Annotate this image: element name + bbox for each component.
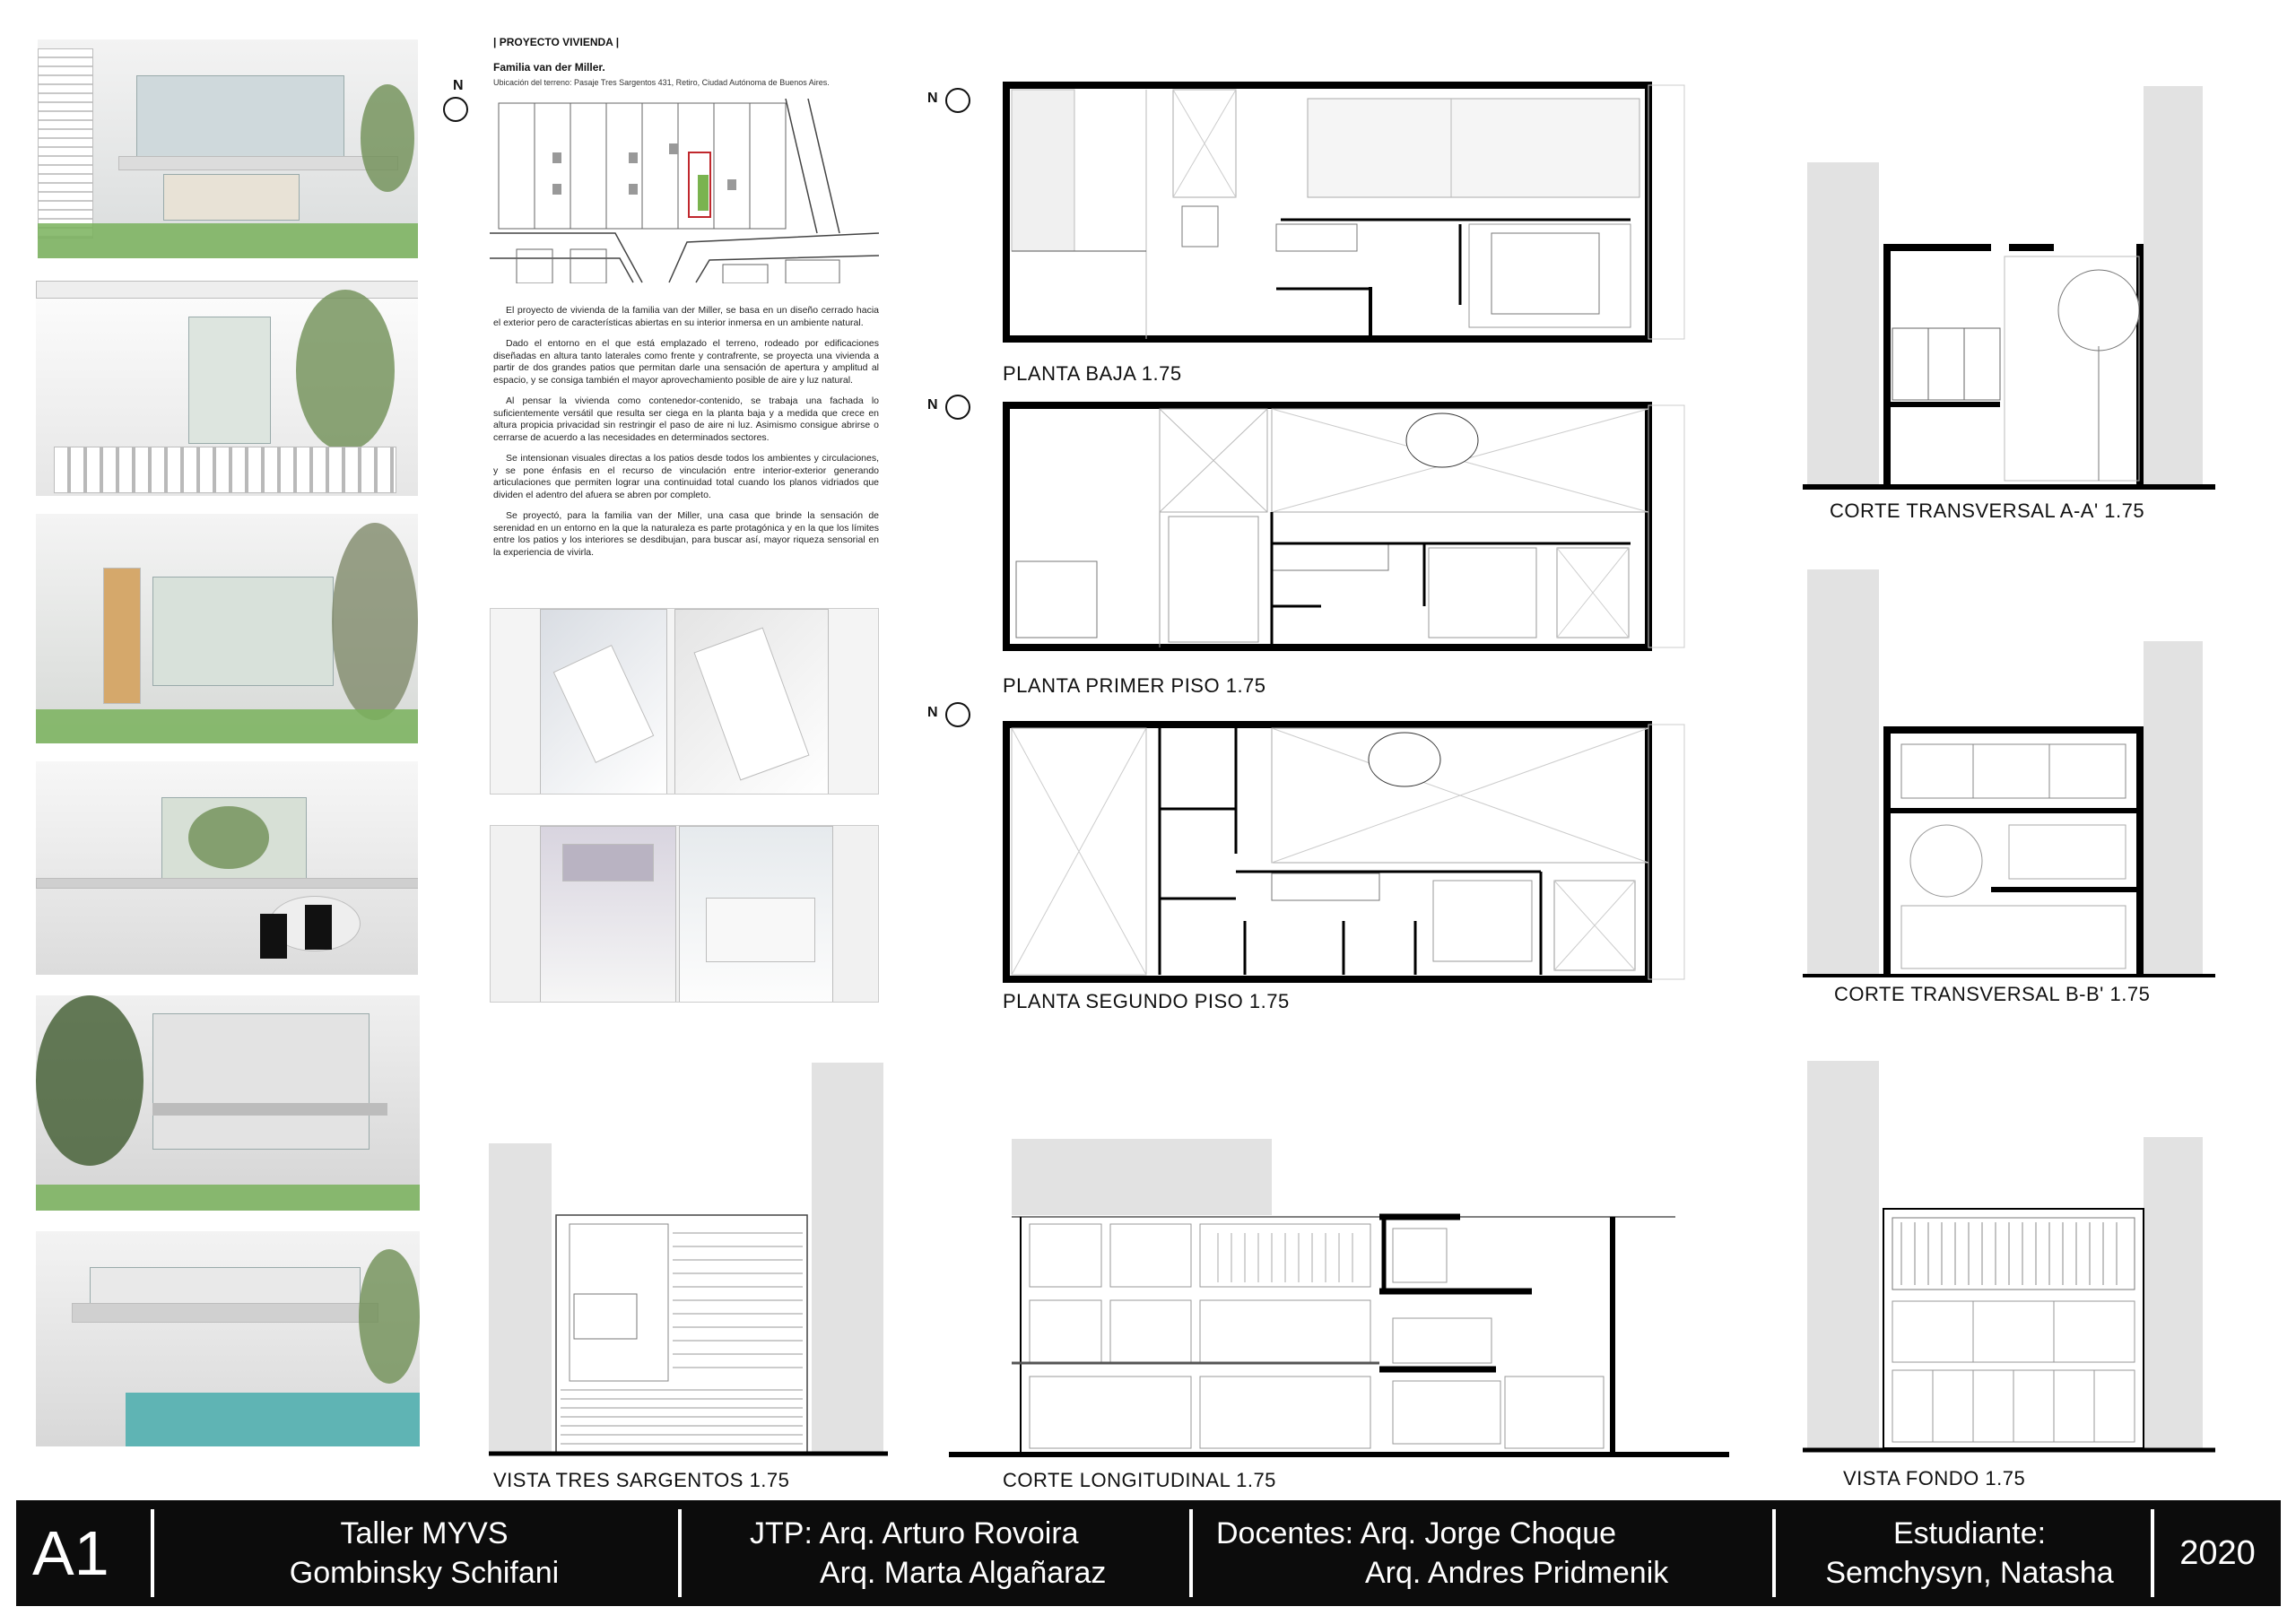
vista-tres-sargentos-title: VISTA TRES SARGENTOS 1.75	[493, 1469, 790, 1491]
family-name: Familia van der Miller.	[493, 61, 605, 74]
jtp-line-1: JTP: Arq. Arturo Rovoira	[750, 1516, 1079, 1550]
render-pool	[36, 1231, 420, 1446]
north-arrow-icon	[443, 97, 468, 122]
section-corte-bb	[1803, 565, 2215, 977]
divider	[151, 1509, 154, 1597]
planta-segundo-piso-title: PLANTA SEGUNDO PISO 1.75	[1003, 990, 1290, 1012]
description-paragraph: Se proyectó, para la familia van der Miller, una casa que brinde la sensación de serenidad en un entorno en la que la naturaleza es parte protagónica y en la que los límites entre los patios y los interiores se desdibujan, para buscar así, mayor riqueza sensorial en la experiencia de vivirla.	[493, 510, 879, 558]
taller-name: Taller MYVS	[340, 1516, 509, 1550]
model-photo-top	[490, 608, 879, 795]
plan-planta-segundo-piso	[1003, 719, 1702, 988]
north-arrow-icon	[945, 702, 970, 727]
divider	[678, 1509, 682, 1597]
description-paragraph: Dado el entorno en el que está emplazado el terreno, rodeado por edificaciones diseñadas en altura tanto laterales como frente y contrafrente, se proyecta una vivienda a partir de dos grandes patios que permitan darle una sensación de apertura y amplitud al espacio, y se consiga también el mayor aprovechamiento posible de aire y luz natural.	[493, 338, 879, 386]
section-corte-longitudinal	[949, 1139, 1729, 1462]
vista-fondo-title: VISTA FONDO 1.75	[1843, 1467, 2026, 1489]
north-label: N	[927, 91, 938, 106]
section-corte-aa	[1803, 86, 2215, 499]
year	[2154, 1500, 2281, 1606]
north-label: N	[453, 78, 464, 93]
taller-professors: Gombinsky Schifani	[289, 1556, 560, 1590]
docentes-line-1: Docentes: Arq. Jorge Choque	[1216, 1516, 1617, 1550]
sheet-number-text: A1	[32, 1518, 109, 1588]
description-paragraph: El proyecto de vivienda de la familia van der Miller, se basa en un diseño cerrado hacia el exterior pero de características abiertas en su interior inmersa en un ambiente natural.	[493, 305, 879, 328]
project-heading: | PROYECTO VIVIENDA |	[493, 36, 620, 48]
divider	[1189, 1509, 1193, 1597]
north-label: N	[927, 397, 938, 413]
render-upper-terrace	[36, 761, 418, 975]
north-label: N	[927, 705, 938, 720]
taller-info	[160, 1500, 689, 1606]
elevation-vista-tres-sargentos	[489, 1063, 888, 1457]
model-photo-interior	[490, 825, 879, 1003]
render-patio-stair	[36, 514, 418, 743]
sheet-number	[32, 1500, 158, 1606]
title-block	[16, 1500, 2281, 1606]
corte-bb-title: CORTE TRANSVERSAL B-B' 1.75	[1834, 983, 2151, 1005]
render-interior-living	[36, 281, 418, 496]
location-text: Ubicación del terreno: Pasaje Tres Sargentos 431, Retiro, Ciudad Autónoma de Buenos Aires.	[493, 78, 830, 87]
docentes-info	[1216, 1500, 1772, 1606]
render-exterior-rear	[36, 995, 420, 1211]
planta-baja-title: PLANTA BAJA 1.75	[1003, 362, 1182, 385]
student-info	[1781, 1500, 2158, 1606]
jtp-info	[750, 1500, 1198, 1606]
planta-primer-piso-title: PLANTA PRIMER PISO 1.75	[1003, 674, 1266, 697]
plan-planta-baja	[1003, 81, 1702, 350]
year-text: 2020	[2179, 1534, 2256, 1572]
elevation-vista-fondo	[1803, 1061, 2215, 1455]
description-paragraph: Se intensionan visuales directas a los patios desde todos los ambientes y circulaciones, y se pone énfasis en el recurso de vinculación entre interior-exterior generando articulaciones que permiten lograr una continuidad total cuando los planos vidriados que dividen el adentro del afuera se abren por completo.	[493, 453, 879, 500]
corte-aa-title: CORTE TRANSVERSAL A-A' 1.75	[1830, 499, 2145, 522]
docentes-line-2: Arq. Andres Pridmenik	[1365, 1556, 1669, 1590]
render-exterior-front	[38, 39, 418, 258]
divider	[1772, 1509, 1776, 1597]
plan-planta-primer-piso	[1003, 400, 1702, 660]
description-paragraph: Al pensar la vivienda como contenedor-contenido, se trabaja una fachada lo suficientemente versátil que resulta ser ciega en la planta baja y a medida que crece en altura propicia privacidad sin restringir el paso de aire ni luz. Asimismo consigue abrirse o cerrarse de acuerdo a las necesidades en determinados sectores.	[493, 395, 879, 443]
site-plan	[490, 99, 879, 283]
student-name: Semchysyn, Natasha	[1825, 1556, 2114, 1590]
student-label: Estudiante:	[1892, 1516, 2047, 1550]
north-arrow-icon	[945, 395, 970, 420]
north-arrow-icon	[945, 88, 970, 113]
jtp-line-2: Arq. Marta Algañaraz	[820, 1556, 1107, 1590]
project-description	[493, 305, 879, 568]
corte-longitudinal-title: CORTE LONGITUDINAL 1.75	[1003, 1469, 1276, 1491]
